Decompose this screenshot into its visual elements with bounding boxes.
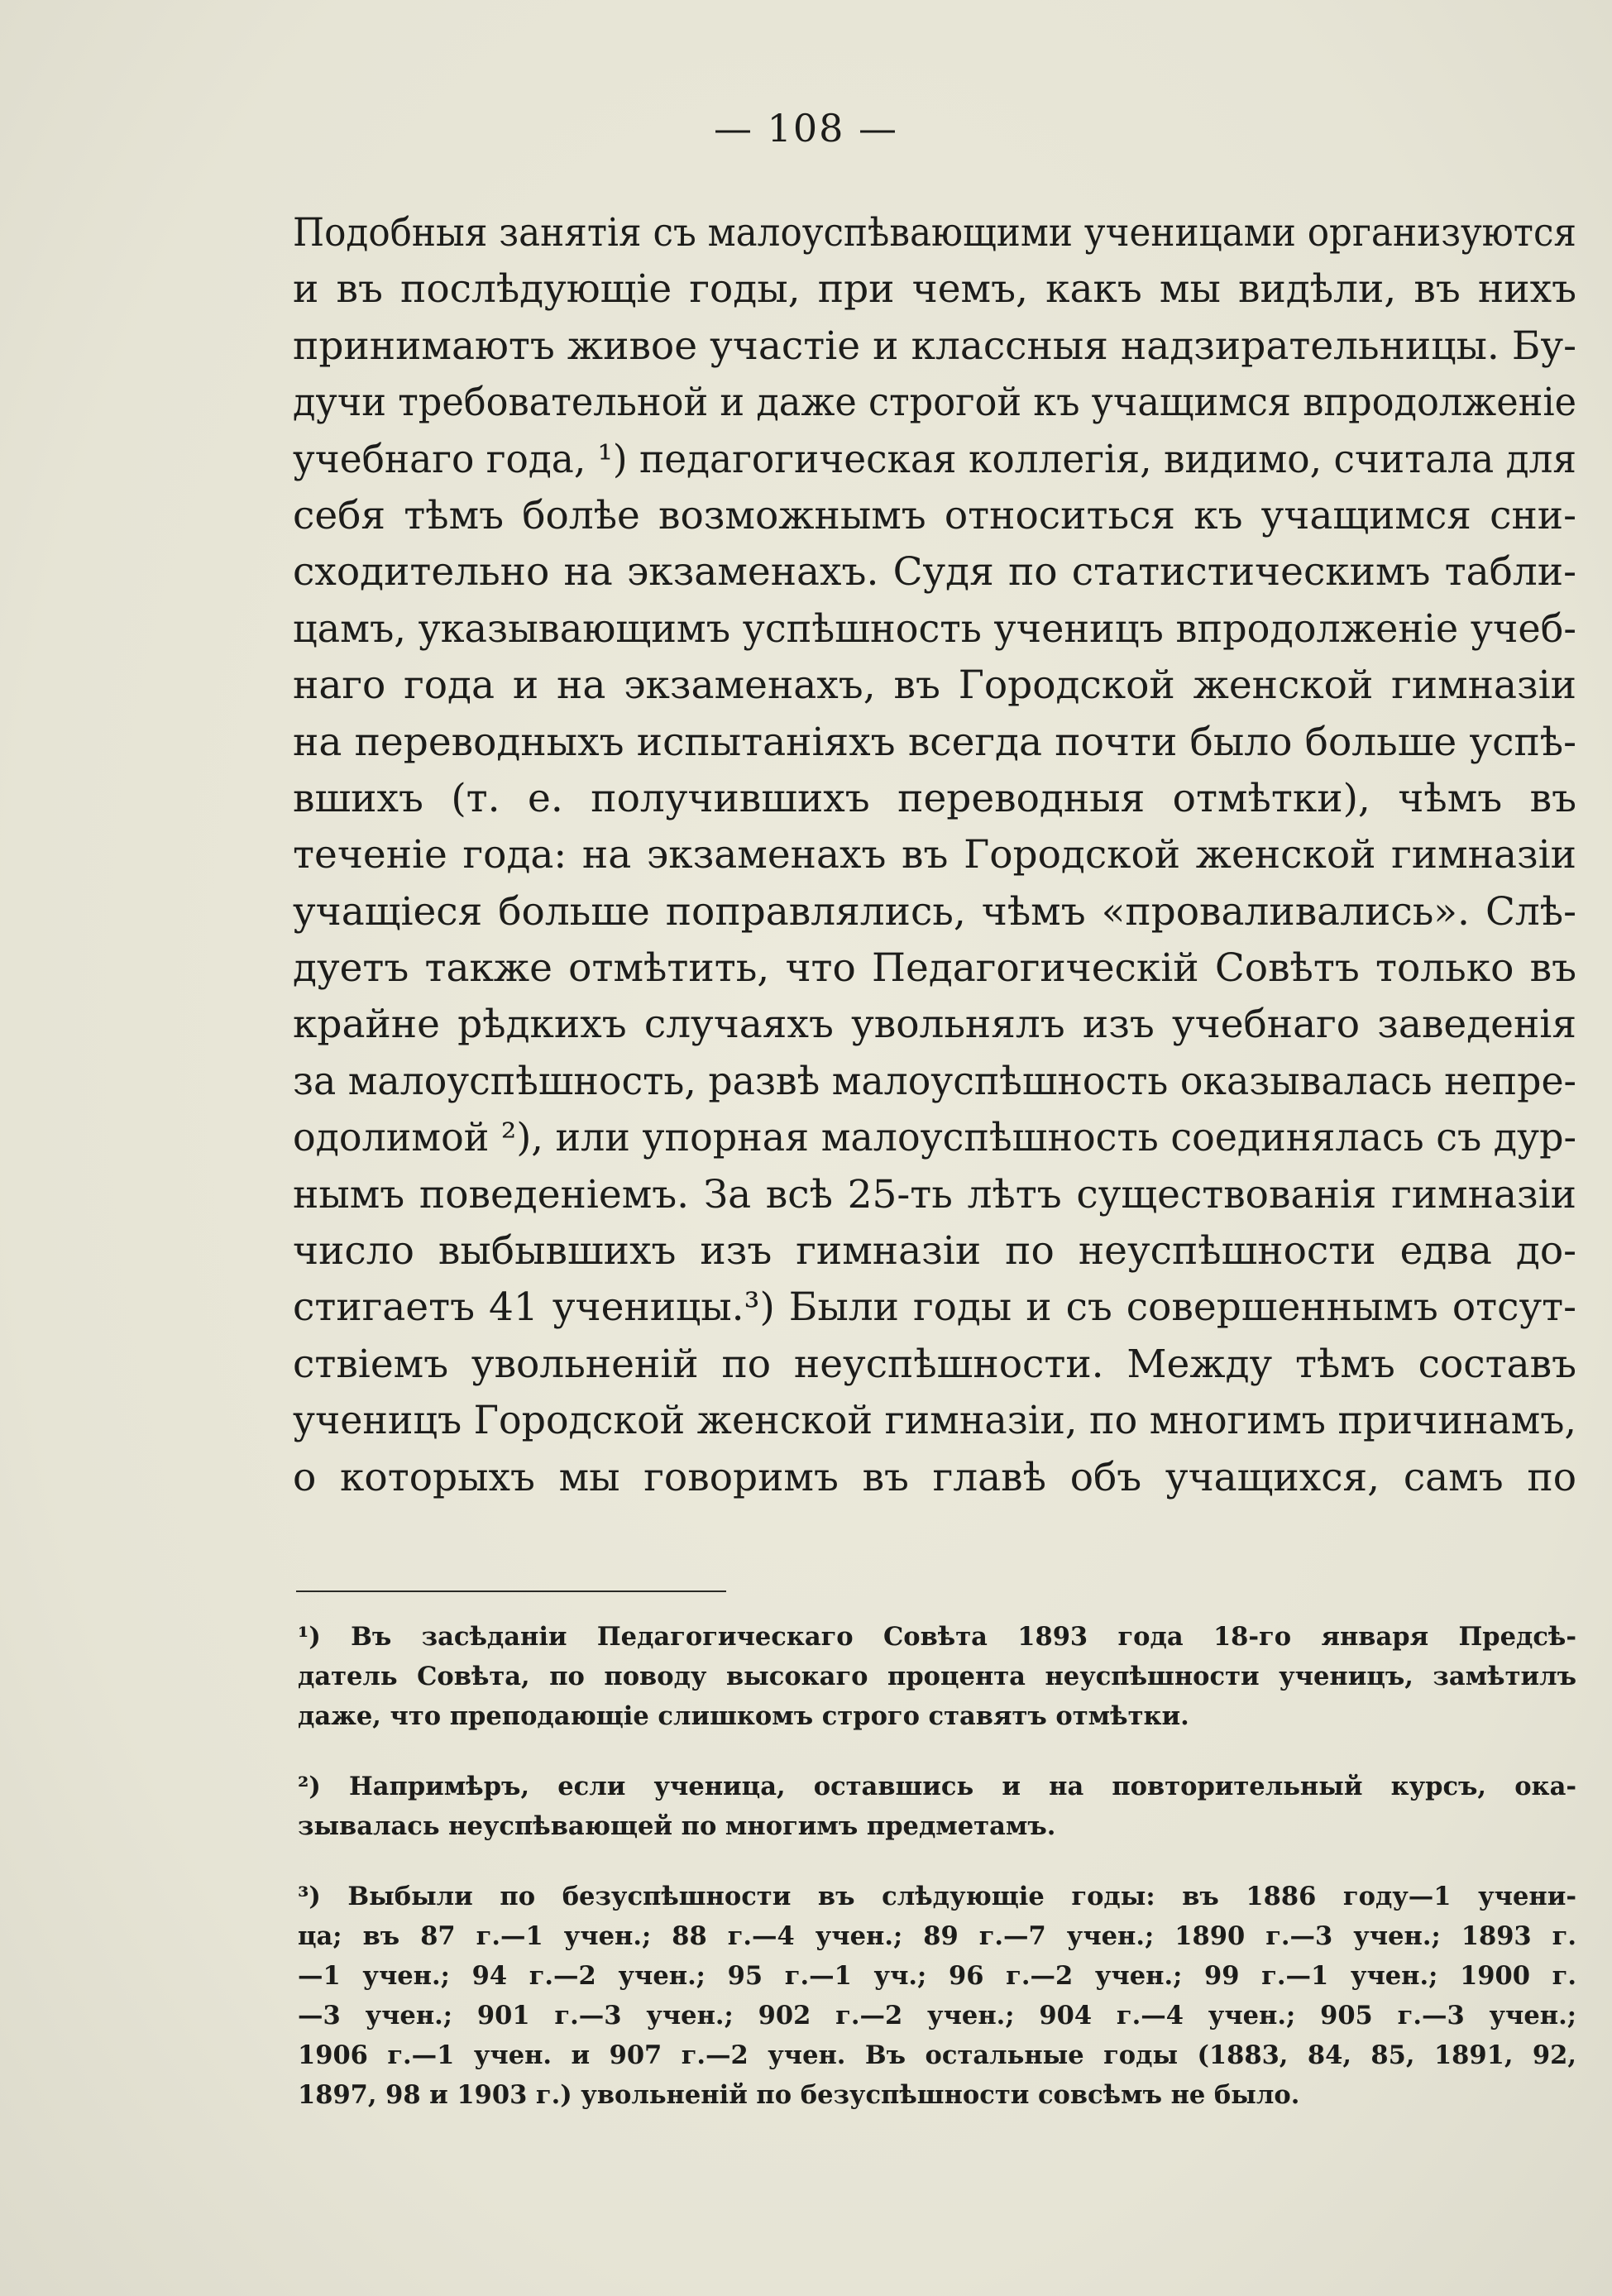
text-line: и въ послѣдующіе годы, при чемъ, какъ мы видѣли, въ нихъ <box>293 266 1576 313</box>
text-line: ствіемъ увольненій по неуспѣшности. Между тѣмъ составъ <box>293 1341 1576 1387</box>
text-line: учебнаго года, ¹) педагогическая коллегія, видимо, считала для <box>293 436 1576 482</box>
text-line: крайне рѣдкихъ случаяхъ увольнялъ изъ учебнаго заведенія <box>293 1002 1576 1048</box>
text-line: Подобныя занятія съ малоуспѣвающими ученицами организуются <box>293 210 1576 256</box>
footnote-line: —1 учен.; 94 г.—2 учен.; 95 г.—1 уч.; 96 г.—2 учен.; 99 г.—1 учен.; 1900 г. <box>298 1961 1576 1991</box>
footnote-1 <box>298 1617 1576 1736</box>
text-line: дучи требовательной и даже строгой къ учащимся впродолженіе <box>293 380 1576 426</box>
text-line: число выбывшихъ изъ гимназіи по неуспѣшности едва до- <box>293 1228 1576 1275</box>
text-line: цамъ, указывающимъ успѣшность ученицъ впродолженіе учеб- <box>293 605 1576 652</box>
text-line: одолимой ²), или упорная малоуспѣшность соединялась съ дур- <box>293 1115 1576 1161</box>
main-text <box>293 205 1576 1506</box>
text-line: теченіе года: на экзаменахъ въ Городской женской гимназіи <box>293 832 1576 878</box>
footnote-line: даже, что преподающіе слишкомъ строго ставятъ отмѣтки. <box>298 1701 1189 1731</box>
footnote-line: ¹) Въ засѣданіи Педагогическаго Совѣта 1893 года 18-го января Предсѣ- <box>298 1622 1576 1652</box>
footnote-line: датель Совѣта, по поводу высокаго процента неуспѣшности ученицъ, замѣтилъ <box>298 1662 1576 1691</box>
text-line: сходительно на экзаменахъ. Судя по статистическимъ табли- <box>293 549 1576 596</box>
page-number: — 108 — <box>713 106 899 151</box>
footnote-line: ²) Напримѣръ, если ученица, оставшись и на повторительный курсъ, ока- <box>298 1772 1576 1801</box>
text-line: дуетъ также отмѣтить, что Педагогическій Совѣтъ только въ <box>293 945 1576 992</box>
text-line: вшихъ (т. е. получившихъ переводныя отмѣтки), чѣмъ въ <box>293 775 1576 821</box>
text-line: за малоуспѣшность, развѣ малоуспѣшность оказывалась непре- <box>293 1058 1576 1104</box>
text-line: о которыхъ мы говоримъ въ главѣ объ учащихся, самъ по <box>293 1454 1576 1500</box>
text-line: ученицъ Городской женской гимназіи, по многимъ причинамъ, <box>293 1398 1576 1444</box>
footnote-line: —3 учен.; 901 г.—3 учен.; 902 г.—2 учен.; 904 г.—4 учен.; 905 г.—3 учен.; <box>298 2001 1576 2031</box>
footnote-line: ³) Выбыли по безуспѣшности въ слѣдующіе годы: въ 1886 году—1 учени- <box>298 1882 1576 1911</box>
text-line: нымъ поведеніемъ. За всѣ 25-ть лѣтъ существованія гимназіи <box>293 1171 1576 1217</box>
text-line: принимаютъ живое участіе и классныя надзирательницы. Бу- <box>293 323 1576 369</box>
text-line: наго года и на экзаменахъ, въ Городской женской гимназіи <box>293 662 1576 709</box>
footnote-separator <box>296 1590 726 1592</box>
text-line: учащіеся больше поправлялись, чѣмъ «проваливались». Слѣ- <box>293 888 1576 935</box>
footnote-line: 1906 г.—1 учен. и 907 г.—2 учен. Въ остальные годы (1883, 84, 85, 1891, 92, <box>298 2040 1576 2070</box>
footnotes <box>298 1617 1576 2115</box>
footnote-line: ца; въ 87 г.—1 учен.; 88 г.—4 учен.; 89 г.—7 учен.; 1890 г.—3 учен.; 1893 г. <box>298 1921 1576 1951</box>
footnote-2 <box>298 1767 1576 1846</box>
footnote-3 <box>298 1877 1576 2115</box>
text-line: стигаетъ 41 ученицы.³) Были годы и съ совершеннымъ отсут- <box>293 1284 1576 1331</box>
text-line: на переводныхъ испытаніяхъ всегда почти было больше успѣ- <box>293 719 1576 765</box>
text-line: себя тѣмъ болѣе возможнымъ относиться къ учащимся сни- <box>293 492 1576 538</box>
footnote-line: 1897, 98 и 1903 г.) увольненій по безуспѣшности совсѣмъ не было. <box>298 2080 1300 2110</box>
footnote-line: зывалась неуспѣвающей по многимъ предметамъ. <box>298 1811 1056 1841</box>
